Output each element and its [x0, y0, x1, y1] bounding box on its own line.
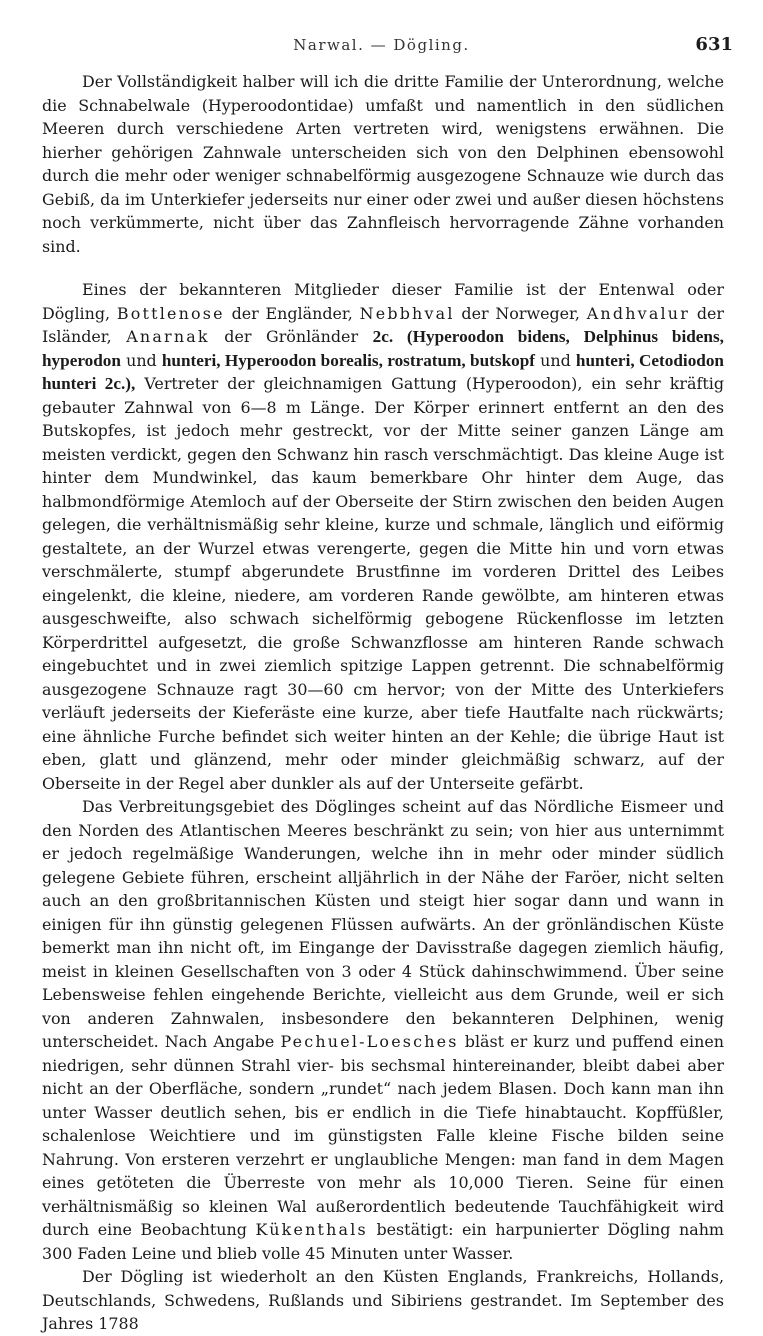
paragraph-verbreitung	[42, 795, 724, 1265]
body-text	[42, 70, 724, 1336]
text-run: der Norweger,	[454, 303, 587, 323]
text-run: Eines der bekannteren Mitglieder dieser Familie ist der Entenwal oder Dögling,	[42, 280, 724, 323]
spaced-term: Anarnak	[126, 327, 210, 346]
text-run: der Isländer,	[42, 303, 724, 346]
spaced-name: Kükenthals	[255, 1220, 368, 1239]
spaced-term: Andhvalur	[586, 303, 691, 323]
latin-names: hunteri, Cetodiodon hunteri 2c.),	[42, 350, 724, 393]
text-run: Vertreter der gleichnamigen Gattung (Hyperoodon), ein sehr kräftig gebauter Zahnwal von 6—8 m Länge. Der Körper erinnert entfernt an den des Butskopfes, ist jedoch mehr gestreckt, vor der Mitte seiner ganzen Länge am meisten verdickt, gegen den Schwanz hin rasch verschmächtigt. Das kleine Auge ist hinter dem Mundwinkel, das kaum bemerkbare Ohr hinter dem Auge, das halbmondförmige Atemloch auf der Oberseite der Stirn zwischen den beiden Augen gelegen, die verhältnismäßig sehr kleine, kurze und schmale, länglich und eiförmig gestaltete, an der Wurzel etwas verengerte, gegen die Mitte hin und vorn etwas verschmälerte, stumpf abgerundete Brustfinne im vorderen Drittel des Leibes eingelenkt, die kleine, niedere, am vorderen Rande gewölbte, am hinteren etwas ausgeschweifte, also schwach sichelförmig gebogene Rückenflosse im letzten Körperdrittel aufgesetzt, die große Schwanzflosse am hinteren Rande schwach eingebuchtet und in zwei ziemlich spitzige Lappen getrennt. Die schnabelförmig ausgezogene Schnauze ragt 30—60 cm hervor; von der Mitte des Unterkiefers verläuft jederseits der Kieferäste eine kurze, aber tiefe Hautfalte nach rückwärts; eine ähnliche Furche befindet sich weiter hinten an der Kehle; die übrige Haut ist eben, glatt und glänzend, mehr oder minder gleichmäßig schwarz, auf der Oberseite in der Regel aber dunkler als auf der Unterseite gefärbt.	[42, 374, 724, 793]
paragraph-schnabelwale: Der Vollständigkeit halber will ich die dritte Familie der Unterordnung, welche die Schnabelwale (Hyperoodontidae) umfaßt und namentlich in den südlichen Meeren durch verschiedene Arten vertreten wird, wenigstens erwähnen. Die hierher gehörigen Zahnwale unterscheiden sich von den Delphinen ebensowohl durch die mehr oder weniger schnabelförmig ausgezogene Schnauze wie durch das Gebiß, da im Unterkiefer jederseits nur einer oder zwei und außer diesen höchstens noch verkümmerte, nicht über das Zahnfleisch hervorragende Zähne vorhanden sind.	[42, 72, 724, 256]
paragraph-strandungen: Der Dögling ist wiederholt an den Küsten Englands, Frankreichs, Hollands, Deutschlands, Schwedens, Rußlands und Sibiriens gestrandet. Im September des Jahres 1788	[42, 1267, 724, 1333]
running-head: Narwal. — Dögling.	[293, 36, 470, 54]
text-run: und	[120, 350, 162, 370]
text-run: bläst er kurz und puffend einen niedrigen, sehr dünnen Strahl vier- bis sechsmal hintereinander, bleibt dabei aber nicht an der Oberfläche, sondern „rundet“ nach jedem Blasen. Doch kann man ihn unter Wasser deutlich sehen, bis er endlich in die Tiefe hinabtaucht. Kopffüßler, schalenlose Weichtiere und im günstigsten Falle kleine Fische bilden seine Nahrung. Von ersteren verzehrt er unglaubliche Mengen: man fand in dem Magen eines getöteten die Überreste von mehr als 10,000 Tieren. Seine für einen verhältnismäßig so kleinen Wal außerordentlich bedeutende Tauchfähigkeit wird durch eine Beobachtung	[42, 1032, 724, 1239]
text-run: der Grönländer	[209, 327, 373, 346]
latin-names: hunteri, Hyperoodon borealis, rostratum, butskopf	[161, 350, 536, 370]
spaced-term: Nebbhval	[359, 303, 455, 323]
latin-names: 2c. (Hyperoodon bidens, Delphinus bidens, hyperodon	[42, 327, 724, 370]
text-run: der Engländer,	[224, 303, 360, 323]
spaced-term: Bottlenose	[116, 303, 225, 323]
paragraph-gap	[42, 258, 724, 278]
paragraph-entenwal-description	[42, 278, 724, 795]
text-run: und	[535, 350, 576, 370]
page-number: 631	[695, 34, 733, 55]
page-header	[0, 34, 763, 60]
spaced-name: Pechuel-Loesches	[280, 1032, 459, 1051]
text-run: Das Verbreitungsgebiet des Döglinges scheint auf das Nördliche Eismeer und den Norden des Atlantischen Meeres beschränkt zu sein; von hier aus unternimmt er jedoch regelmäßige Wanderungen, welche ihn in mehr oder minder südlich gelegene Gebiete führen, erscheint alljährlich in der Nähe der Faröer, nicht selten auch an den großbritannischen Küsten und steigt hier sogar dann und wann in einigen für ihn günstig gelegenen Flüssen aufwärts. An der grönländischen Küste bemerkt man ihn nicht oft, im Eingange der Davisstraße dagegen ziemlich häufig, meist in kleinen Gesellschaften von 3 oder 4 Stück dahinschwimmend. Über seine Lebensweise fehlen eingehende Berichte, vielleicht aus dem Grunde, weil er sich von anderen Zahnwalen, insbesondere den bekannteren Delphinen, wenig unterscheidet. Nach Angabe	[42, 797, 724, 1051]
text-run: bestätigt: ein harpunierter Dögling nahm 300 Faden Leine und blieb volle 45 Minuten unter Wasser.	[42, 1220, 724, 1263]
